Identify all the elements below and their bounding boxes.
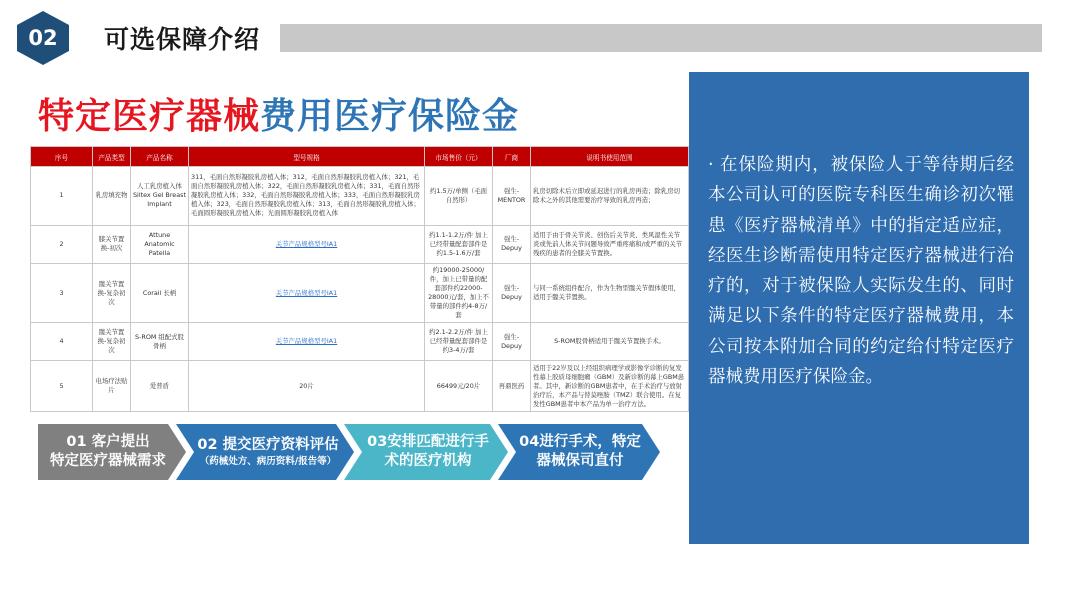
cell-scope: 乳房切除术后立即或延迟进行的乳房再造；除乳房切除术之外的其他需要治疗导致的乳房再造； bbox=[531, 167, 689, 226]
cell-name: 人工乳房植入体 Siltex Gel Breast Implant bbox=[131, 167, 189, 226]
flow-step-3-title: 03安排匹配进行手 术的医疗机构 bbox=[367, 434, 489, 469]
cell-no: 4 bbox=[31, 322, 93, 360]
section-number-badge bbox=[14, 10, 72, 66]
col-header: 产品名称 bbox=[131, 147, 189, 167]
cell-scope: S-ROM股骨柄适用于髋关节置换手术。 bbox=[531, 322, 689, 360]
cell-type: 髋关节置换-复杂初次 bbox=[93, 322, 131, 360]
main-title-blue: 费用医疗保险金 bbox=[260, 96, 520, 137]
spec-link[interactable]: 关节产品规格型号IA1 bbox=[275, 288, 338, 297]
col-header: 说明书使用范围 bbox=[531, 147, 689, 167]
cell-name: Corail 长柄 bbox=[131, 264, 189, 323]
flow-step-2 bbox=[188, 424, 348, 480]
table-row bbox=[31, 225, 689, 263]
cell-price: 约19000-25000/件，加上已带量的配套部件约22000-28000元/套，加上不带量的部件约4-8万/套 bbox=[425, 264, 493, 323]
cell-type: 乳房填充物 bbox=[93, 167, 131, 226]
cell-price: 约1.1-1.2万/件 加上已经带量配套部件是 约1.5-1.6万/套 bbox=[425, 225, 493, 263]
table-row bbox=[31, 264, 689, 323]
cell-maker: 强生-Depuy bbox=[493, 322, 531, 360]
col-header: 市场售价（元） bbox=[425, 147, 493, 167]
col-header: 产品类型 bbox=[93, 147, 131, 167]
cell-type: 膝关节置换-初次 bbox=[93, 225, 131, 263]
cell-maker: 再鼎医药 bbox=[493, 361, 531, 412]
spec-link[interactable]: 关节产品规格型号IA1 bbox=[275, 239, 338, 248]
cell-scope: 与同一系统组件配合，作为生物型髋关节假体使用，适用于髋关节置换。 bbox=[531, 264, 689, 323]
process-flow bbox=[38, 424, 660, 480]
cell-maker: 强生-Depuy bbox=[493, 225, 531, 263]
cell-price: 66499元/20片 bbox=[425, 361, 493, 412]
col-header: 厂商 bbox=[493, 147, 531, 167]
cell-type: 电场疗法贴片 bbox=[93, 361, 131, 412]
cell-name: Attune Anatomic Patella bbox=[131, 225, 189, 263]
panel-text: · 在保险期内，被保险人于等待期后经本公司认可的医院专科医生确诊初次罹患《医疗器械清单》中的指定适应症，经医生诊断需使用特定医疗器械进行治疗的，对于被保险人实际发生的、同时满足以下条件的特定医疗器械费用，本公司按本附加合同的约定给付特定医疗器械费用医疗保险金。 bbox=[708, 155, 1014, 388]
cell-maker: 强生-Depuy bbox=[493, 264, 531, 323]
cell-no: 3 bbox=[31, 264, 93, 323]
flow-step-2-subtitle: （药械处方、病历资料/报告等） bbox=[199, 455, 337, 467]
cell-spec: 311，毛面自然形凝胶乳房植入体；312，毛面自然形凝胶乳房植入体；321，毛面自然形凝胶乳房植入体；322，毛面自然形凝胶乳房植入体；331，毛面自然形凝胶乳房植入体；332，毛面自然形凝胶乳房植入体；333，毛面自然形凝胶乳房植入体；323，毛面自然形凝胶乳房植入体；313，毛面自然形凝胶乳房植入体；毛面圆形凝胶乳房植入体；光面圆形凝胶乳房植入体 bbox=[189, 167, 425, 226]
cell-spec: 20片 bbox=[189, 361, 425, 412]
col-header: 型号规格 bbox=[189, 147, 425, 167]
table-header-row bbox=[31, 147, 689, 167]
flow-step-4 bbox=[510, 424, 650, 480]
cell-scope: 适用于由于骨关节炎、创伤后关节炎、类风湿性关节炎或先前人体关节问题导致严重疼痛和/或严重的关节残疾的患者的全膝关节置换。 bbox=[531, 225, 689, 263]
table-row bbox=[31, 322, 689, 360]
cell-name: S-ROM 组配式股骨柄 bbox=[131, 322, 189, 360]
cell-price: 约1.5万/单侧（毛面自然形） bbox=[425, 167, 493, 226]
flow-step-3 bbox=[358, 424, 498, 480]
cell-no: 5 bbox=[31, 361, 93, 412]
cell-price: 约2.1-2.2万/件 加上已经带量配套部件是 约3-4万/套 bbox=[425, 322, 493, 360]
table-row bbox=[31, 167, 689, 226]
cell-maker: 强生-MENTOR bbox=[493, 167, 531, 226]
flow-step-1 bbox=[38, 424, 178, 480]
main-title bbox=[38, 88, 519, 139]
main-title-red: 特定医疗器械 bbox=[38, 96, 261, 137]
section-title: 可选保障介绍 bbox=[104, 25, 261, 54]
spec-link[interactable]: 关节产品规格型号IA1 bbox=[275, 337, 338, 346]
badge-number: 02 bbox=[28, 26, 58, 50]
cell-type: 髋关节置换-复杂初次 bbox=[93, 264, 131, 323]
title-bar bbox=[280, 24, 1042, 52]
col-header: 序号 bbox=[31, 147, 93, 167]
cell-no: 2 bbox=[31, 225, 93, 263]
device-table bbox=[30, 146, 689, 412]
flow-step-1-title: 01 客户提出 特定医疗器械需求 bbox=[50, 434, 166, 469]
flow-step-4-title: 04进行手术，特定 器械保司直付 bbox=[519, 434, 641, 469]
cell-name: 爱普盾 bbox=[131, 361, 189, 412]
flow-step-2-title: 02 提交医疗资料评估 bbox=[197, 436, 339, 453]
cell-no: 1 bbox=[31, 167, 93, 226]
table-row bbox=[31, 361, 689, 412]
cell-scope: 适用于22岁及以上经组织病理学或影像学诊断的复发性幕上胶质母细胞瘤（GBM）及新诊断的幕上GBM患者。其中，新诊断的GBM患者中，在手术治疗与放射治疗后，本产品与替莫唑胺（TMZ）联合使用。在复发性GBM患者中本产品为单一治疗方法。 bbox=[531, 361, 689, 412]
